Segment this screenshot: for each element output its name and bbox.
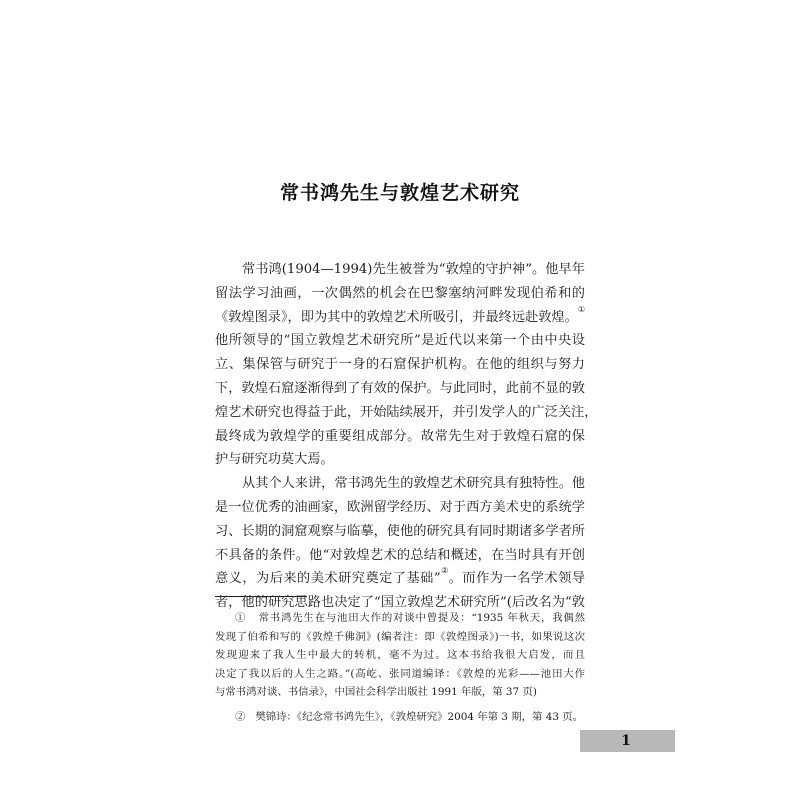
footnote-line: 发现迎来了我人生中最大的转机，毫不为过。这本书给我很大启发，而且 <box>215 649 585 662</box>
paragraph-line: 立、集保管与研究于一身的石窟保护机构。在他的组织与努力 <box>215 357 585 373</box>
footnote-line: 与常书鸿对谈、书信录》，中国社会科学出版社 1991 年版，第 37 页) <box>215 686 537 699</box>
paragraph-line: 下，敦煌石窟逐渐得到了有效的保护。与此同时，此前不显的敦 <box>215 380 585 396</box>
body-text <box>215 258 598 615</box>
paragraph-line: 不具备的条件。他“对敦煌艺术的总结和概述，在当时具有开创 <box>215 547 585 563</box>
paragraph-line: 他所领导的“国立敦煌艺术研究所”是近代以来第一个由中央设 <box>215 333 585 349</box>
paragraph-line: 留法学习油画，一次偶然的机会在巴黎塞纳河畔发现伯希和的 <box>215 285 585 301</box>
paragraph-line: 煌艺术研究也得益于此，开始陆续展开，并引发学人的广泛关注， <box>215 404 598 420</box>
footnote-line: ② 樊锦诗：《纪念常书鸿先生》，《敦煌研究》2004 年第 3 期，第 43 页。 <box>235 710 584 723</box>
paragraph-line: 是一位优秀的油画家，欧洲留学经历、对于西方美术史的系统学 <box>215 499 585 515</box>
paragraph-line: 意义，为后来的美术研究奠定了基础”②。而作为一名学术领导 <box>215 566 586 587</box>
paragraph-line: 护与研究功莫大焉。 <box>215 452 334 468</box>
footnote-line: 决定了我以后的人生之路。”(高屹、张同道编译：《敦煌的光彩——池田大作 <box>215 667 585 680</box>
page-number: 1 <box>621 733 631 749</box>
footnote-divider <box>215 596 307 597</box>
footnotes <box>215 609 585 727</box>
paragraph-line: 《敦煌图录》，即为其中的敦煌艺术所吸引，并最终远赴敦煌。① <box>215 304 585 325</box>
paragraph-line: 常书鸿(1904—1994)先生被誉为“敦煌的守护神”。他早年 <box>242 262 585 277</box>
footnote-reference[interactable]: ② <box>440 566 449 576</box>
paragraph-line: 者，他的研究思路也决定了“国立敦煌艺术研究所”(后改名为“敦 <box>215 595 585 611</box>
footnote-reference[interactable]: ① <box>577 304 585 314</box>
paragraph-line: 习、长期的洞窟观察与临摹，使他的研究具有同时期诸多学者所 <box>215 523 585 539</box>
footnote-line: 发现了伯希和写的《敦煌千佛洞》(编者注：即《敦煌图录》)一书，如果说这次 <box>215 630 585 643</box>
footnote-line: ① 常书鸿先生在与池田大作的对谈中曾提及：“1935 年秋天，我偶然 <box>235 612 585 624</box>
paragraph-line: 最终成为敦煌学的重要组成部分。故常先生对于敦煌石窟的保 <box>215 428 585 444</box>
paragraph-line: 从其个人来讲，常书鸿先生的敦煌艺术研究具有独特性。他 <box>242 476 585 492</box>
chapter-title: 常书鸿先生与敦煌艺术研究 <box>279 182 520 204</box>
footnote-marker: ① <box>235 612 247 624</box>
footnote-marker: ② <box>235 710 246 723</box>
